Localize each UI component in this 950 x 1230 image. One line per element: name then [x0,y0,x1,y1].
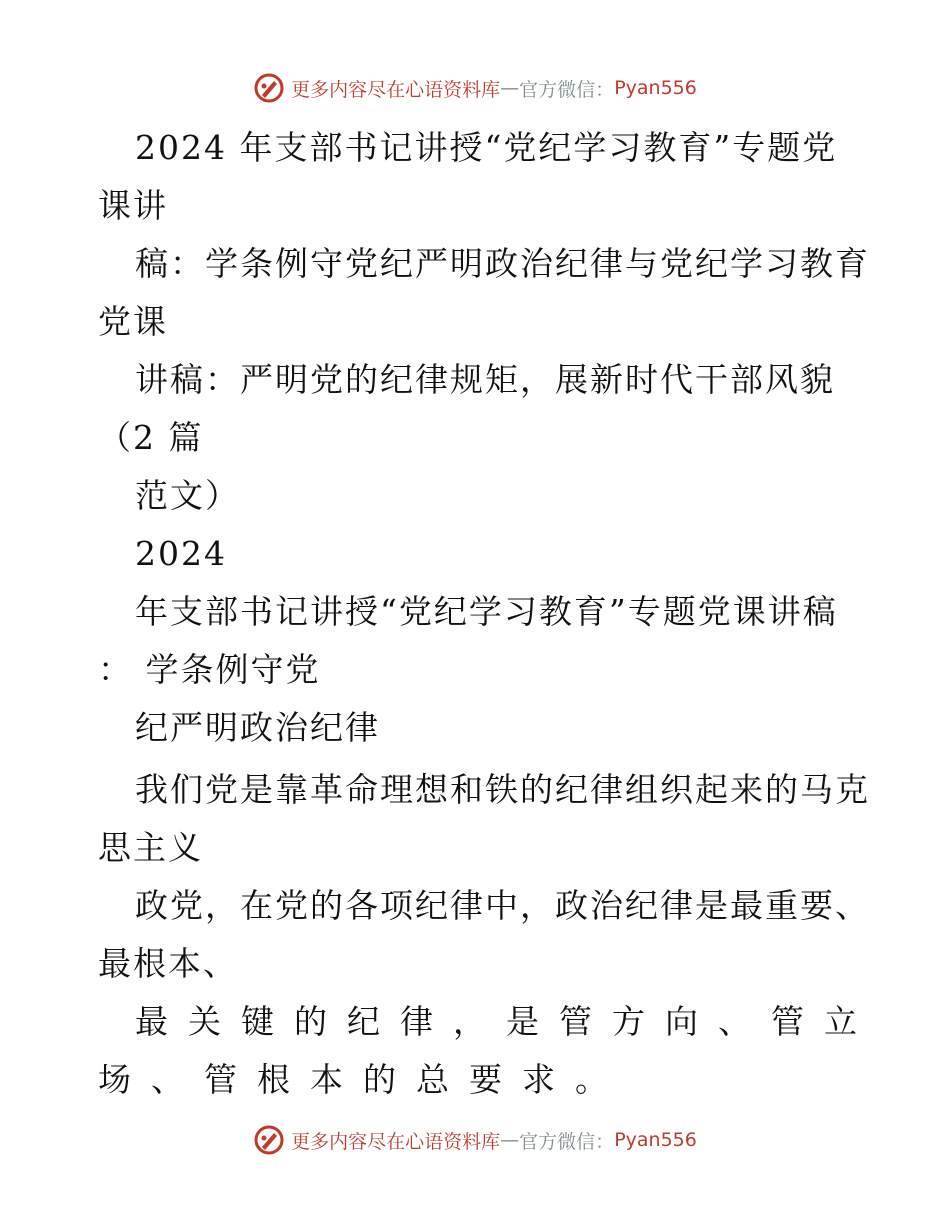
footer-watermark [0,1124,950,1156]
text-line: 范文） [135,476,240,515]
text-line: 最根本、 [98,944,238,983]
watermark-wechat-id: Pyan556 [614,1129,697,1151]
text-line: 讲稿：严明党的纪律规矩，展新时代干部风貌 [135,360,835,399]
watermark-separator: — [500,1129,520,1151]
pen-logo-icon [253,72,285,104]
header-watermark [0,72,950,104]
text-line: （2 篇 [98,418,204,457]
text-line: 稿：学条例守党纪严明政治纪律与党纪学习教育 [135,244,870,283]
text-line: 政党，在党的各项纪律中，政治纪律是最重要、 [135,886,870,925]
text-line: 党课 [98,302,168,341]
watermark-text: 更多内容尽在心语资料库 [291,1130,501,1153]
watermark-wechat-id: Pyan556 [614,77,697,99]
watermark-wechat-label: 官方微信： [519,78,615,101]
pen-logo-icon [253,1124,285,1156]
watermark-text: 更多内容尽在心语资料库 [291,78,501,101]
text-line: ： 学条例守党 [98,650,321,689]
watermark-separator: — [500,77,520,99]
text-line: 课讲 [98,186,168,225]
text-line: 纪严明政治纪律 [135,708,380,747]
text-line: 最关键的纪律，是管方向、管立 [135,1002,877,1041]
text-line: 2024 [135,534,227,573]
text-line: 我们党是靠革命理想和铁的纪律组织起来的马克 [135,770,870,809]
text-line: 思主义 [98,828,203,867]
text-line: 年支部书记讲授“党纪学习教育”专题党课讲稿 [135,592,838,631]
text-line: 场、管根本的总要求。 [98,1060,628,1099]
text-line: 2024 年支部书记讲授“党纪学习教育”专题党 [135,128,838,167]
watermark-wechat-label: 官方微信： [519,1130,615,1153]
